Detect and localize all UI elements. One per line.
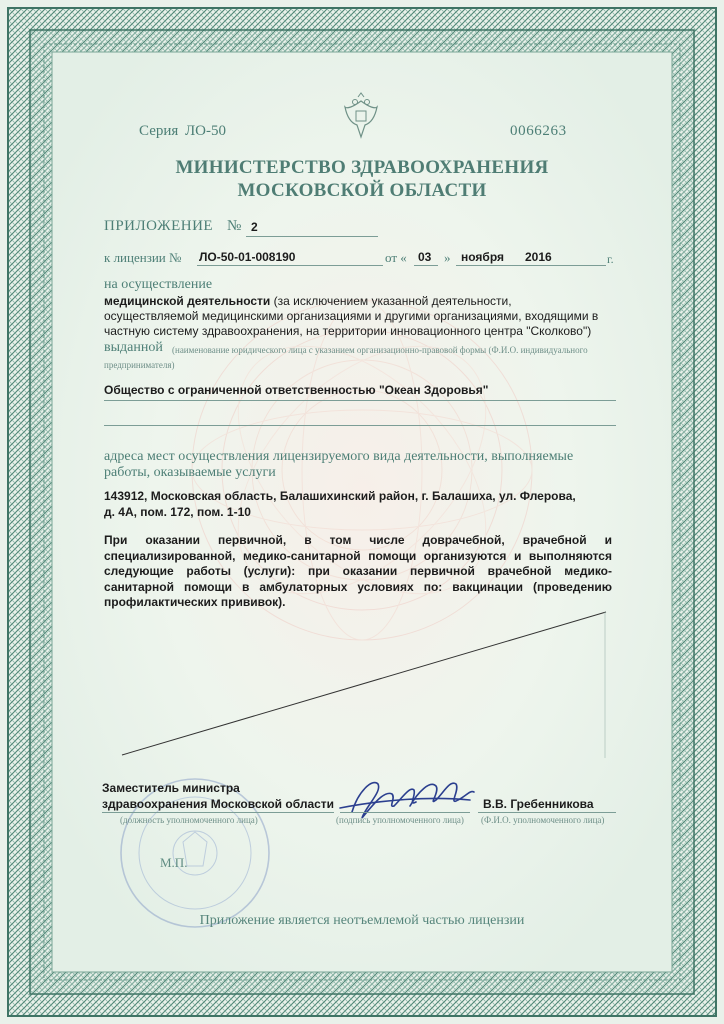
activity-line2: осуществляемой медицинскими организациями и другими организациями, входящими в (104, 309, 599, 323)
signer-position-caption: (должность уполномоченного лица) (120, 815, 258, 825)
series-value: ЛО-50 (185, 123, 227, 139)
signer-position-line2: здравоохранения Московской области (102, 797, 335, 811)
activity-line3: частную систему здравоохранения, на территории инновационного центра "Сколково") (104, 324, 592, 338)
series-label: Серия (139, 123, 179, 139)
ministry-title-line2: МОСКОВСКОЙ ОБЛАСТИ (237, 180, 487, 201)
license-month: ноября (461, 250, 505, 264)
license-quote-close: » (444, 250, 451, 265)
services-line5: профилактических прививок). (104, 595, 286, 609)
ministry-title-line1: МИНИСТЕРСТВО ЗДРАВООХРАНЕНИЯ (175, 157, 549, 178)
activity-label: на осуществление (104, 277, 213, 292)
activity-line1-rest: (за исключением указанной деятельности, (270, 294, 512, 308)
activity-line1 (104, 294, 512, 308)
license-year-suffix: г. (607, 252, 614, 266)
addresses-label-line2: работы, оказываемые услуги (104, 465, 276, 480)
issued-note-line2: предпринимателя) (104, 360, 175, 370)
address-line2: д. 4А, пом. 172, пом. 1-10 (104, 505, 251, 519)
activity-bold: медицинской деятельности (104, 294, 271, 308)
signer-position-line1: Заместитель министра (102, 781, 240, 795)
services-line1: При оказании первичной, в том числе доврачебной, врачебной и (104, 533, 612, 547)
license-label: к лицензии № (104, 250, 182, 265)
issued-label: выданной (104, 340, 163, 355)
signer-name: В.В. Гребенникова (483, 797, 594, 811)
services-text (104, 533, 612, 611)
appendix-number: 2 (251, 220, 258, 234)
addresses-label-line1: адреса мест осуществления лицензируемого вида деятельности, выполняемые (104, 449, 574, 464)
footer-note: Приложение является неотъемлемой частью лицензии (199, 913, 525, 928)
issued-note-line1: (наименование юридического лица с указанием организационно-правовой формы (Ф.И.О. индивидуального (172, 345, 588, 355)
signature-caption: (подпись уполномоченного лица) (336, 815, 464, 825)
license-from-label: от « (385, 250, 407, 265)
signer-name-caption: (Ф.И.О. уполномоченного лица) (481, 815, 605, 825)
address-line1: 143912, Московская область, Балашихинский район, г. Балашиха, ул. Флерова, (104, 489, 576, 503)
services-line3: следующие работы (услуги): при оказании первичной врачебной медико- (104, 564, 612, 578)
license-number: ЛО-50-01-008190 (199, 250, 296, 264)
services-line2: специализированной, медико-санитарной помощи организуются и выполняются (104, 548, 612, 563)
appendix-label: ПРИЛОЖЕНИЕ (104, 218, 214, 234)
license-year: 2016 (525, 250, 552, 264)
blank-number: 0066263 (510, 123, 567, 139)
services-line4: санитарной помощи в амбулаторных условиях по: вакцинации (проведению (104, 579, 612, 594)
appendix-num-sign: № (227, 218, 242, 234)
license-day: 03 (418, 250, 432, 264)
organization-name: Общество с ограниченной ответственностью "Океан Здоровья" (104, 383, 489, 397)
stamp-place-label: М.П. (160, 855, 188, 870)
